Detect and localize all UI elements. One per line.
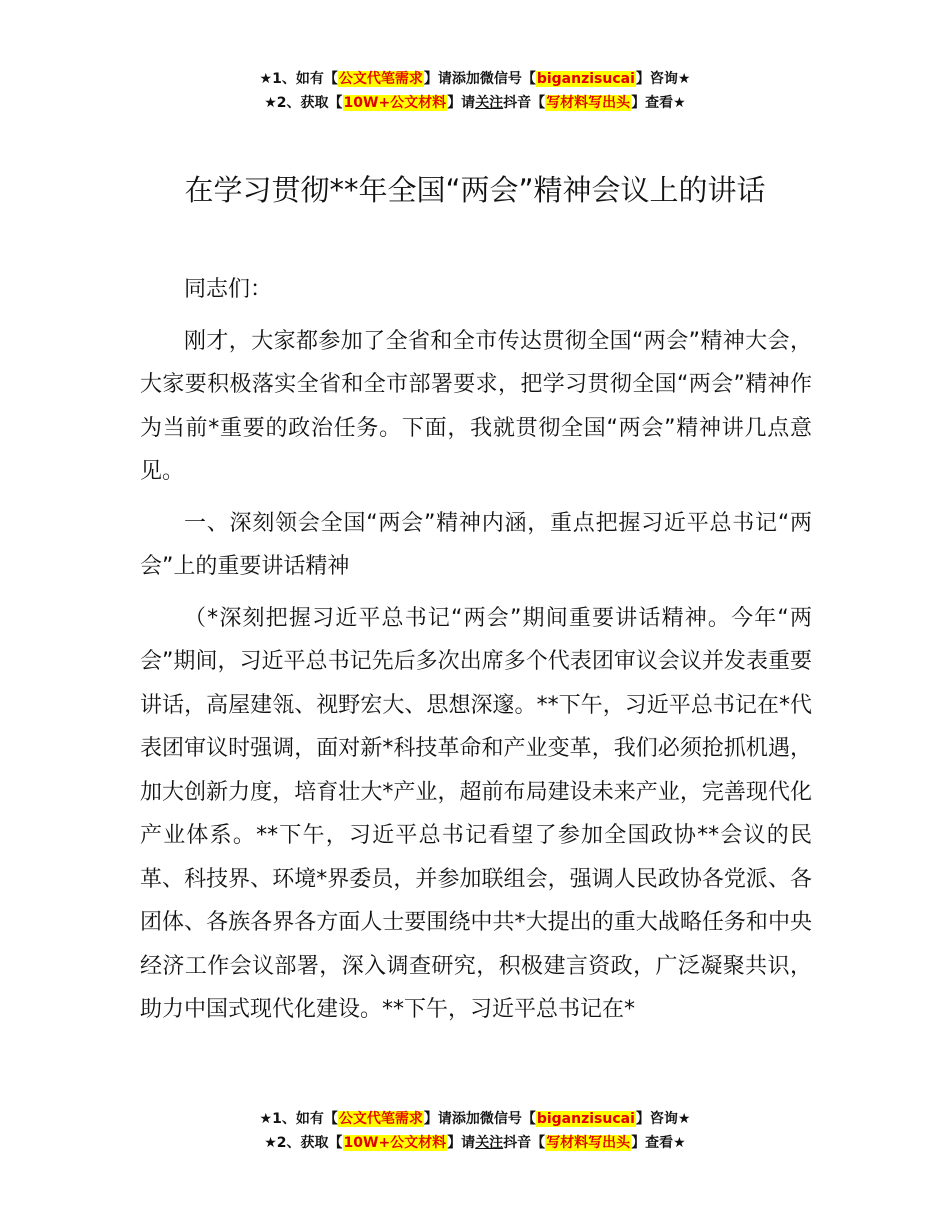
promo-line-2: ★2、获取【10W+公文材料】请关注抖音【写材料写出头】查看★ [264, 1135, 686, 1151]
highlight-service: 公文代笔需求 [338, 71, 423, 87]
highlight-wechat-id: biganzisucai [536, 1111, 635, 1127]
document-body [140, 268, 812, 1032]
footer-promo-banner [0, 1107, 950, 1155]
promo-line-1: ★1、如有【公文代笔需求】请添加微信号【biganzisucai】咨询★ [259, 71, 691, 87]
highlight-materials: 10W+公文材料 [343, 1135, 447, 1151]
paragraph-subsection-1: （*深刻把握习近平总书记“两会”期间重要讲话精神。今年“两会”期间，习近平总书记先后多次出席多个代表团审议会议并发表重要讲话，高屋建瓴、视野宏大、思想深邃。**下午，习近平总书记在*代表团审议时强调，面对新*科技革命和产业变革，我们必须抢抓机遇，加大创新力度，培育壮大*产业，超前布局建设未来产业，完善现代化产业体系。**下午，习近平总书记看望了参加全国政协**会议的民革、科技界、环境*界委员，并参加联组会，强调人民政协各党派、各团体、各族各界各方面人士要围绕中共*大提出的重大战略任务和中央经济工作会议部署，深入调查研究，积极建言资政，广泛凝聚共识，助力中国式现代化建设。**下午，习近平总书记在* [140, 605, 812, 1022]
section-heading-1: 一、深刻领会全国“两会”精神内涵，重点把握习近平总书记“两会”上的重要讲话精神 [140, 510, 812, 579]
promo-line-2: ★2、获取【10W+公文材料】请关注抖音【写材料写出头】查看★ [264, 95, 686, 111]
document-title: 在学习贯彻**年全国“两会”精神会议上的讲话 [184, 173, 766, 207]
highlight-douyin-account: 写材料写出头 [546, 1135, 631, 1151]
salutation: 同志们： [184, 277, 273, 302]
highlight-materials: 10W+公文材料 [343, 95, 447, 111]
highlight-service: 公文代笔需求 [338, 1111, 423, 1127]
promo-line-1: ★1、如有【公文代笔需求】请添加微信号【biganzisucai】咨询★ [259, 1111, 691, 1127]
highlight-douyin-account: 写材料写出头 [546, 95, 631, 111]
paragraph-intro: 刚才，大家都参加了全省和全市传达贯彻全国“两会”精神大会，大家要积极落实全省和全市部署要求，把学习贯彻全国“两会”精神作为当前*重要的政治任务。下面，我就贯彻全国“两会”精神讲几点意见。 [140, 328, 812, 484]
highlight-wechat-id: biganzisucai [536, 71, 635, 87]
header-promo-banner [0, 67, 950, 115]
